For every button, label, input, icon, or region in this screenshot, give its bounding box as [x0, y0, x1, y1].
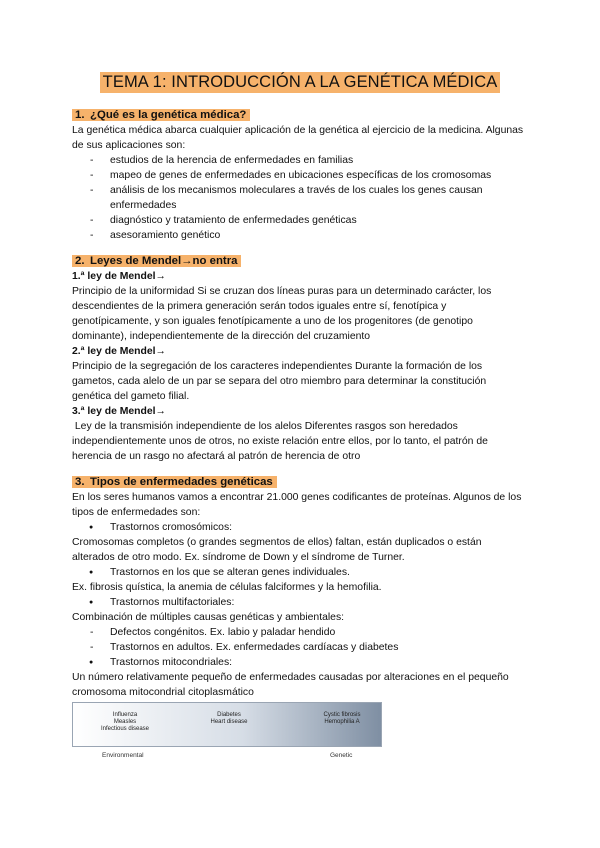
left-labels — [90, 712, 160, 733]
law-1-text: Principio de la uniformidad Si se cruzan dos líneas puras para un determinado carácter, los descendientes de la primera generación serán todos iguales entre sí, fenotípica y genotípicamente, y son iguales fenotípicamente a uno de los progenitores (de genotipo dominante), independientemente de la dirección del cruzamiento — [72, 286, 492, 342]
paragraph: Un número relativamente pequeño de enfermedades causadas por alteraciones en el pequeño cromosoma mitocondrial citoplasmático — [72, 672, 509, 698]
list-item: - asesoramiento genético — [72, 228, 527, 243]
paragraph: Cromosomas completos (o grandes segmentos de ellos) faltan, están duplicados o están alterados de otro modo. Ex. síndrome de Down y el síndrome de Turner. — [72, 537, 482, 563]
figure-label: Diabetes — [217, 712, 241, 718]
figure-label: Influenza — [112, 712, 138, 718]
right-labels — [304, 712, 380, 726]
paragraph: En los seres humanos vamos a encontrar 21.000 genes codificantes de proteínas. Algunos de los tipos de enfermedades son: — [72, 492, 522, 518]
section-3-heading — [72, 475, 527, 490]
figure-label: Hemophilia A — [324, 719, 360, 725]
section-number: 1. — [75, 109, 85, 121]
section-2-heading — [72, 254, 527, 269]
bullet-item: ● Trastornos cromosómicos: — [72, 520, 527, 535]
axis-label-genetic: Genetic — [330, 752, 353, 759]
disease-spectrum-figure — [72, 702, 382, 764]
section-number: 2. — [75, 255, 85, 267]
paragraph: Ex. fibrosis quística, la anemia de células falciformes y la hemofilia. — [72, 582, 382, 593]
paragraph: La genética médica abarca cualquier aplicación de la genética al ejercicio de la medicina. Algunas de sus aplicaciones son: — [72, 125, 524, 151]
section-title: ¿Qué es la genética médica? — [90, 109, 247, 121]
law-1-title: 1.ª ley de Mendel→ — [72, 271, 166, 282]
section-title: Tipos de enfermedades genéticas — [90, 476, 273, 488]
law-3-title: 3.ª ley de Mendel→ — [72, 406, 166, 417]
middle-labels — [194, 712, 264, 726]
multifactorial-list — [72, 625, 527, 655]
list-item: - estudios de la herencia de enfermedades en familias — [72, 153, 527, 168]
figure-label: Heart disease — [210, 719, 248, 725]
section-1-heading — [72, 108, 527, 123]
figure-label: Cystic fibrosis — [323, 712, 361, 718]
list-item: - Trastornos en adultos. Ex. enfermedades cardíacas y diabetes — [72, 640, 527, 655]
law-3-text: Ley de la transmisión independiente de los alelos Diferentes rasgos son heredados independientemente unos de otros, no existe relación entre ellos, por lo tanto, el patrón de herencia de un rasgo no afectará al patrón de herencia de otro — [72, 421, 491, 462]
figure-label: Measles — [113, 719, 137, 725]
list-item: - mapeo de genes de enfermedades en ubicaciones específicas de los cromosomas — [72, 168, 527, 183]
list-item: - diagnóstico y tratamiento de enfermedades genéticas — [72, 213, 527, 228]
axis-label-environmental: Environmental — [102, 752, 144, 759]
bullet-item: ● Trastornos en los que se alteran genes individuales. — [72, 565, 527, 580]
paragraph: Combinación de múltiples causas genéticas y ambientales: — [72, 612, 345, 623]
applications-list — [72, 153, 527, 243]
section-number: 3. — [75, 476, 85, 488]
figure-label: Infectious disease — [100, 726, 150, 732]
document-body — [72, 108, 527, 700]
list-item: - Defectos congénitos. Ex. labio y paladar hendido — [72, 625, 527, 640]
law-2-text: Principio de la segregación de los caracteres independientes Durante la formación de los gametos, cada alelo de un par se separa del otro miembro para determinar la constitución genética del gameto filial. — [72, 361, 487, 402]
bullet-item: ● Trastornos mitocondriales: — [72, 655, 527, 670]
bullet-item: ● Trastornos multifactoriales: — [72, 595, 527, 610]
section-title: Leyes de Mendel→no entra — [90, 255, 238, 267]
law-2-title: 2.ª ley de Mendel→ — [72, 346, 166, 357]
list-item: - análisis de los mecanismos moleculares a través de los cuales los genes causan enfermedades — [72, 183, 527, 213]
document-title: TEMA 1: INTRODUCCIÓN A LA GENÉTICA MÉDICA — [100, 72, 501, 93]
